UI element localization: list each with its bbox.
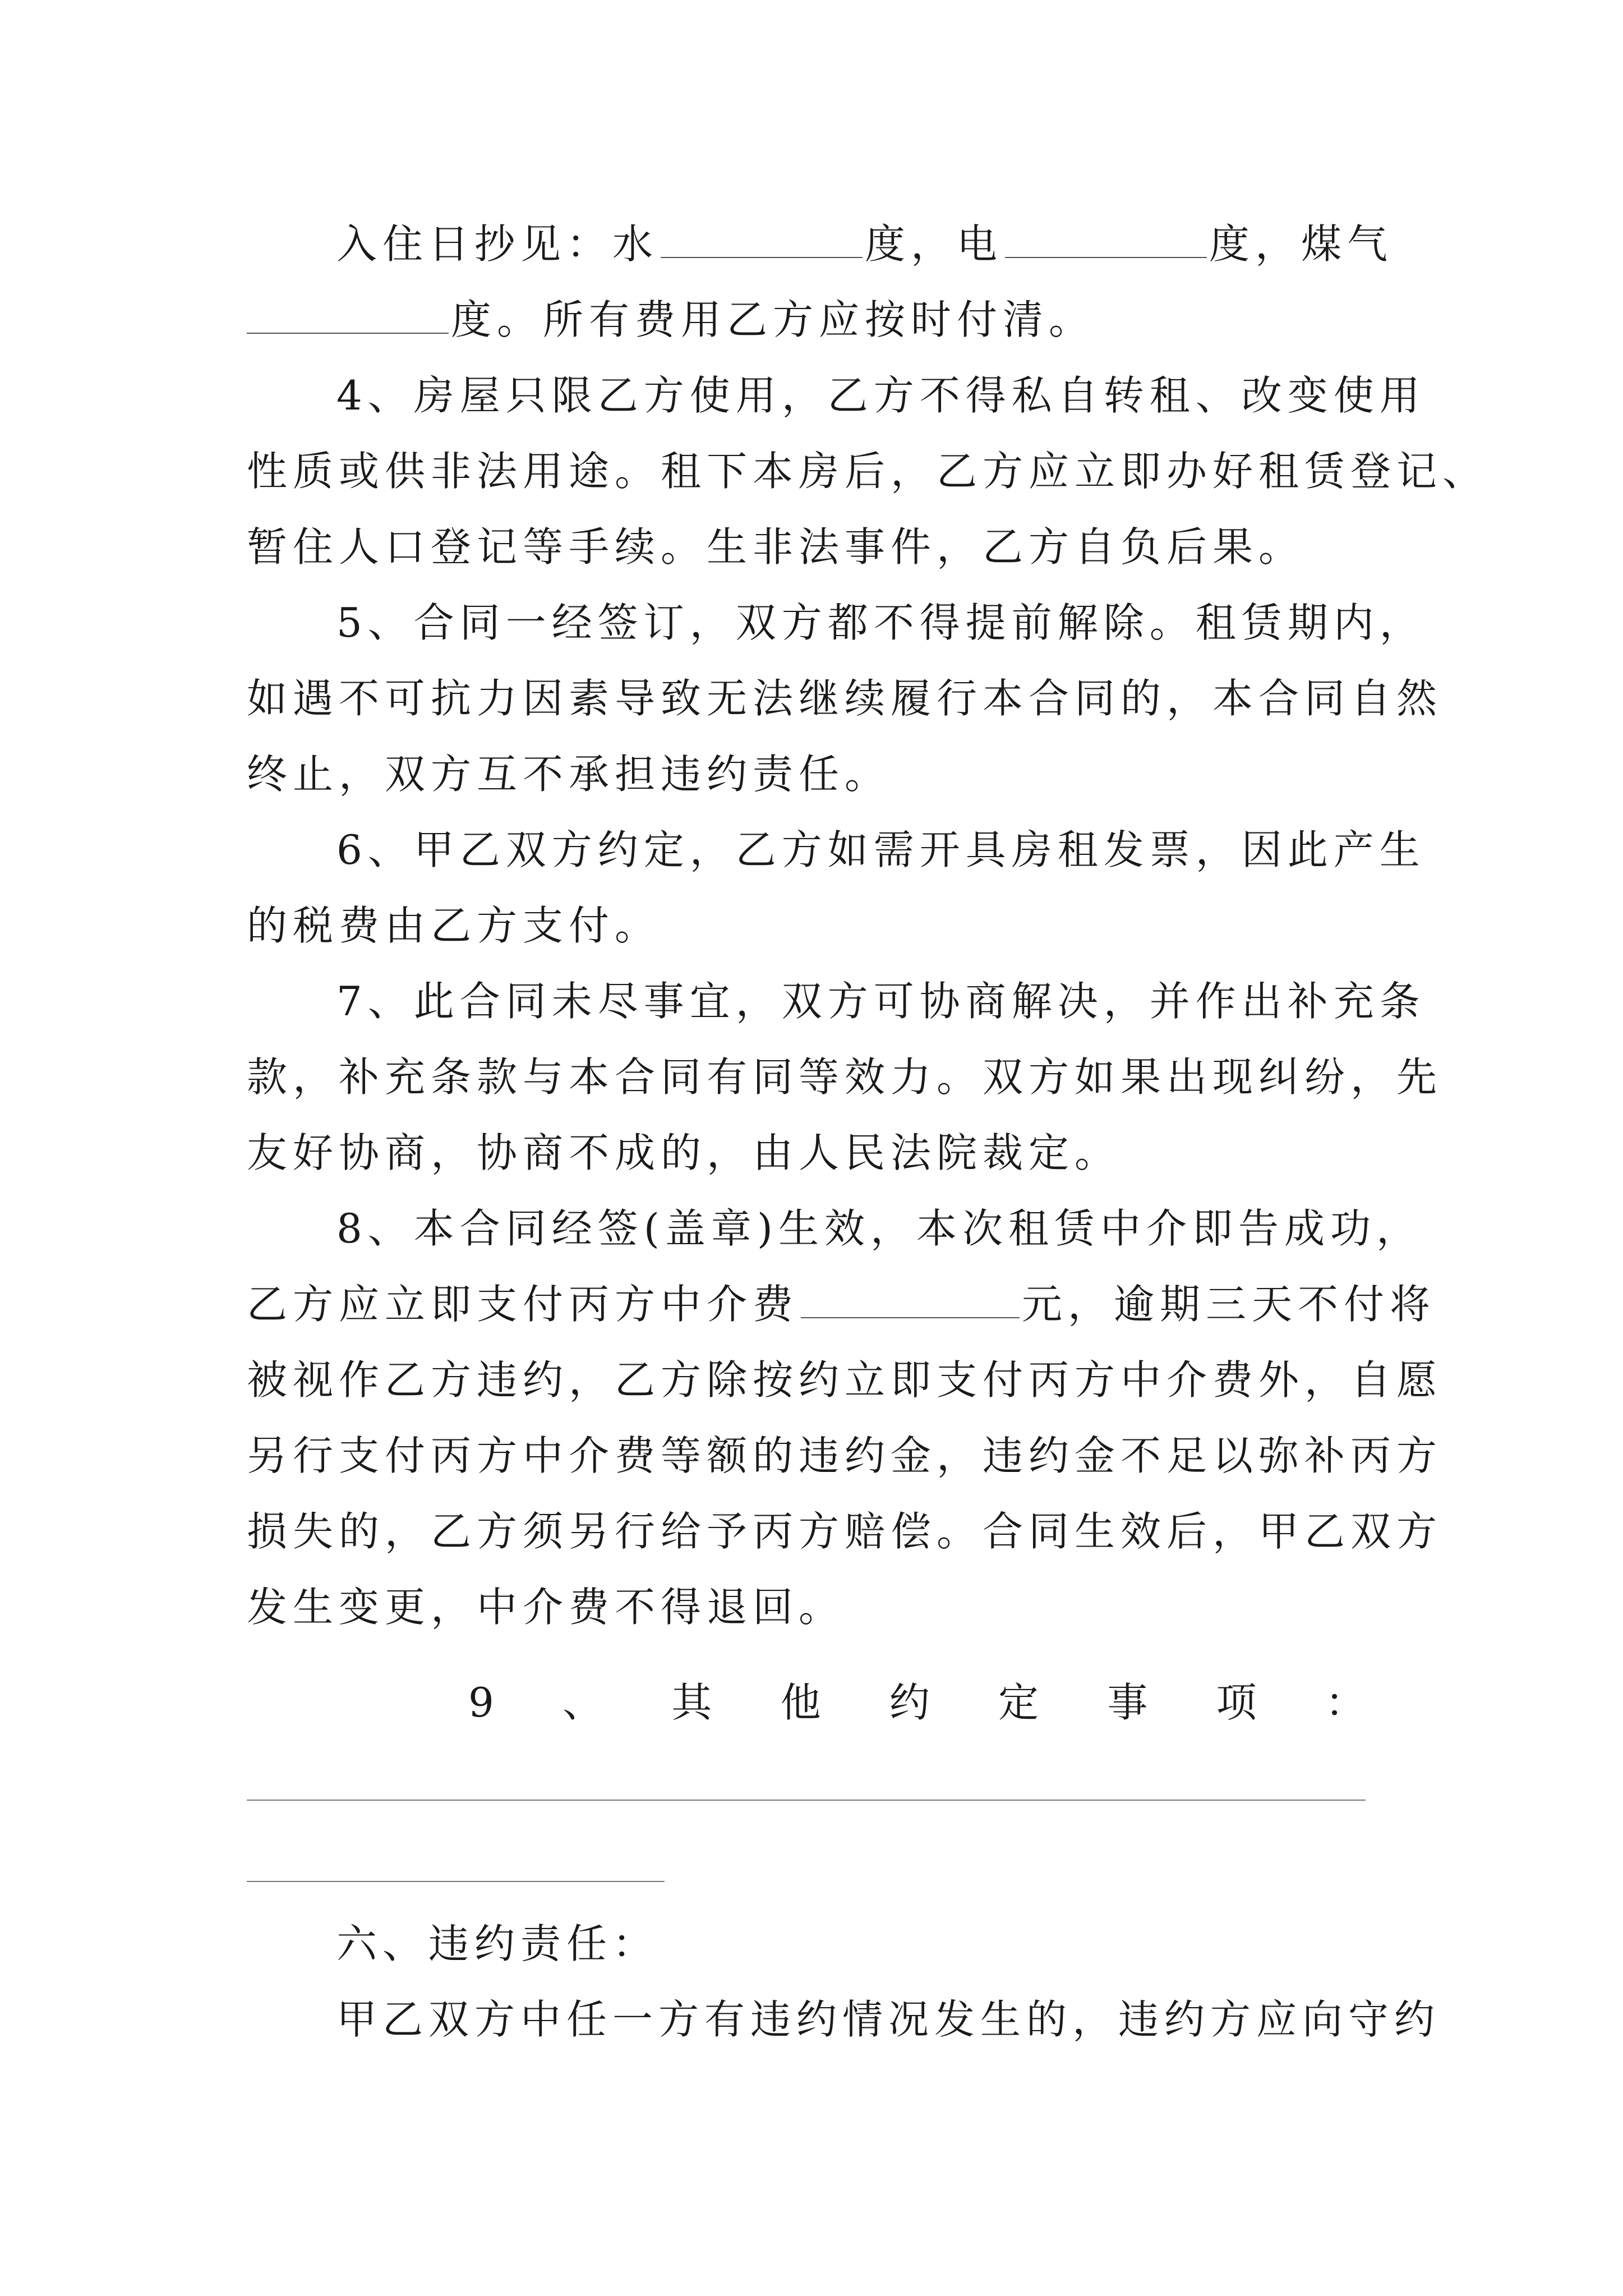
- clause-5-line-1: 5、合同一经签订，双方都不得提前解除。租赁期内，: [336, 599, 1426, 646]
- other-terms-blank-line-2[interactable]: [247, 1881, 665, 1882]
- clause-8-line-3: 被视作乙方违约，乙方除按约立即支付丙方中介费外，自愿: [247, 1356, 1443, 1404]
- clause-9-char: 他: [780, 1679, 821, 1726]
- payment-note: 度。所有费用乙方应按时付清。: [451, 296, 1095, 343]
- clause-8-line-2: [247, 1276, 1436, 1332]
- clause-9-char: 其: [671, 1679, 712, 1726]
- clause-5-line-3: 终止，双方互不承担违约责任。: [247, 751, 891, 798]
- meter-electric-label: 度，电: [865, 220, 1003, 268]
- meter-reading-line-2: [247, 292, 1385, 348]
- clause-9-char: 定: [998, 1679, 1039, 1726]
- clause-6-line-2: 的税费由乙方支付。: [247, 902, 661, 949]
- agency-fee-suffix: 元，逾期三天不付将: [1022, 1281, 1436, 1328]
- clause-9-char: 、: [562, 1679, 603, 1726]
- meter-reading-line: [336, 216, 1394, 272]
- agency-fee-label: 乙方应立即支付丙方中介费: [247, 1281, 799, 1328]
- other-terms-blank-line-1[interactable]: [247, 1800, 1366, 1801]
- clause-7-line-3: 友好协商，协商不成的，由人民法院裁定。: [247, 1129, 1121, 1176]
- clause-7-line-1: 7、此合同未尽事宜，双方可协商解决，并作出补充条: [336, 978, 1426, 1025]
- clause-4-line-3: 暂住人口登记等手续。生非法事件，乙方自负后果。: [247, 523, 1305, 570]
- water-reading-blank[interactable]: [661, 223, 863, 258]
- clause-5-line-2: 如遇不可抗力因素导致无法继续履行本合同的，本合同自然: [247, 675, 1443, 722]
- clause-8-line-5: 损失的，乙方须另行给予丙方赔偿。合同生效后，甲乙双方: [247, 1508, 1443, 1555]
- meter-water-label: 入住日抄见：水: [336, 220, 659, 268]
- clause-9-char: 9: [468, 1679, 494, 1726]
- clause-9-char: 事: [1107, 1679, 1148, 1726]
- clause-9-char: ：: [1325, 1679, 1366, 1726]
- agency-fee-blank[interactable]: [801, 1283, 1020, 1318]
- clause-7-line-2: 款，补充条款与本合同有同等效力。双方如果出现纠纷，先: [247, 1053, 1443, 1101]
- clause-4-line-1: 4、房屋只限乙方使用，乙方不得私自转租、改变使用: [336, 372, 1426, 419]
- section-6-heading: 六、违约责任：: [336, 1920, 659, 1967]
- section-6-line-1: 甲乙双方中任一方有违约情况发生的，违约方应向守约: [336, 1996, 1441, 2043]
- clause-9-heading: [468, 1674, 1366, 1731]
- clause-9-char: 约: [889, 1679, 930, 1726]
- meter-gas-label: 度，煤气: [1209, 220, 1394, 268]
- clause-6-line-1: 6、甲乙双方约定，乙方如需开具房租发票，因此产生: [336, 826, 1426, 873]
- gas-reading-blank[interactable]: [247, 299, 449, 334]
- electric-reading-blank[interactable]: [1005, 223, 1207, 258]
- clause-9-char: 项: [1216, 1679, 1257, 1726]
- clause-8-line-1: 8、本合同经签(盖章)生效，本次租赁中介即告成功，: [336, 1205, 1422, 1252]
- clause-8-line-4: 另行支付丙方中介费等额的违约金，违约金不足以弥补丙方: [247, 1432, 1443, 1479]
- clause-4-line-2: 性质或供非法用途。租下本房后，乙方应立即办好租赁登记、: [247, 448, 1489, 495]
- clause-8-line-6: 发生变更，中介费不得退回。: [247, 1584, 845, 1631]
